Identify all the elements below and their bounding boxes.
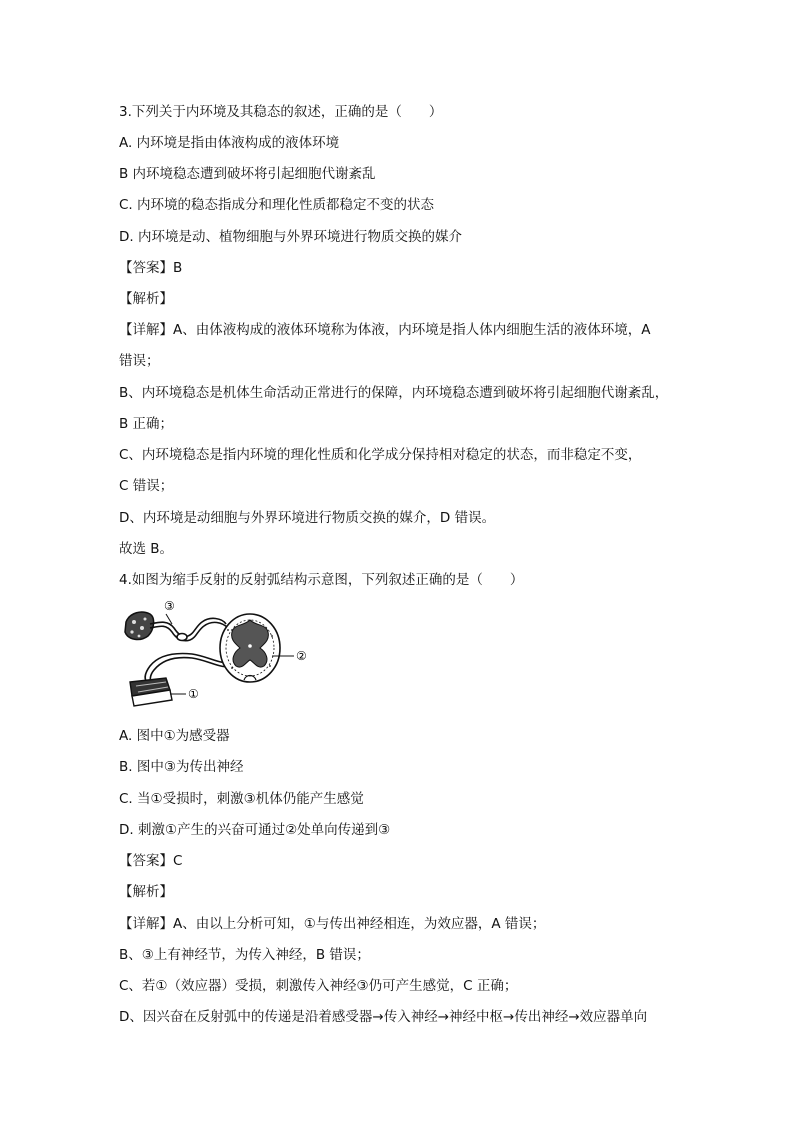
question-4-explanation-line: D、因兴奋在反射弧中的传递是沿着感受器→传入神经→神经中枢→传出神经→效应器单向 xyxy=(119,1009,648,1025)
question-4-analysis-heading: 【解析】 xyxy=(119,884,173,900)
question-4-stem: 4.如图为缩手反射的反射弧结构示意图，下列叙述正确的是（ ） xyxy=(119,572,524,588)
question-4-answer: 【答案】C xyxy=(119,853,183,869)
label-2: ② xyxy=(296,649,307,663)
question-3-analysis-heading: 【解析】 xyxy=(119,291,173,307)
question-3-explanation-line: 【详解】A、由体液构成的液体环境称为体液，内环境是指人体内细胞生活的液体环境，A xyxy=(119,322,651,338)
question-3-conclusion: 故选 B。 xyxy=(119,541,174,557)
spinal-cord-section xyxy=(220,614,280,682)
question-3-explanation-line: D、内环境是动细胞与外界环境进行物质交换的媒介，D 错误。 xyxy=(119,510,496,526)
question-3-explanation-line: 错误； xyxy=(119,353,160,369)
question-4-option-c: C. 当①受损时，刺激③机体仍能产生感觉 xyxy=(119,791,364,807)
reflex-arc-diagram xyxy=(122,600,322,712)
question-4-explanation-line: 【详解】A、由以上分析可知，①与传出神经相连，为效应器，A 错误； xyxy=(119,916,546,932)
question-3-explanation-line: C、内环境稳态是指内环境的理化性质和化学成分保持相对稳定的状态，而非稳定不变， xyxy=(119,447,642,463)
question-3-answer: 【答案】B xyxy=(119,260,183,276)
question-4-explanation-line: C、若①（效应器）受损，刺激传入神经③仍可产生感觉，C 正确； xyxy=(119,978,518,994)
question-3-option-d: D. 内环境是动、植物细胞与外界环境进行物质交换的媒介 xyxy=(119,229,462,245)
label-3: ③ xyxy=(164,600,175,613)
muscle-effector xyxy=(130,678,172,706)
question-3-option-a: A. 内环境是指由体液构成的液体环境 xyxy=(119,135,340,151)
skin-receptor-patch xyxy=(125,612,154,639)
question-4-explanation-line: B、③上有神经节，为传入神经，B 错误； xyxy=(119,947,370,963)
question-3-explanation-line: B 正确； xyxy=(119,416,174,432)
question-3-explanation-line: B、内环境稳态是机体生命活动正常进行的保障，内环境稳态遭到破坏将引起细胞代谢紊乱， xyxy=(119,385,669,401)
question-4-option-b: B. 图中③为传出神经 xyxy=(119,759,244,775)
question-4-option-a: A. 图中①为感受器 xyxy=(119,728,230,744)
question-3-stem: 3.下列关于内环境及其稳态的叙述，正确的是（ ） xyxy=(119,104,443,120)
afferent-nerve xyxy=(150,618,228,640)
question-3-option-c: C. 内环境的稳态指成分和理化性质都稳定不变的状态 xyxy=(119,197,435,213)
question-4-option-d: D. 刺激①产生的兴奋可通过②处单向传递到③ xyxy=(119,822,391,838)
question-3-explanation-line: C 错误； xyxy=(119,478,174,494)
label-1: ① xyxy=(188,687,199,701)
question-3-option-b: B 内环境稳态遭到破坏将引起细胞代谢紊乱 xyxy=(119,166,376,182)
